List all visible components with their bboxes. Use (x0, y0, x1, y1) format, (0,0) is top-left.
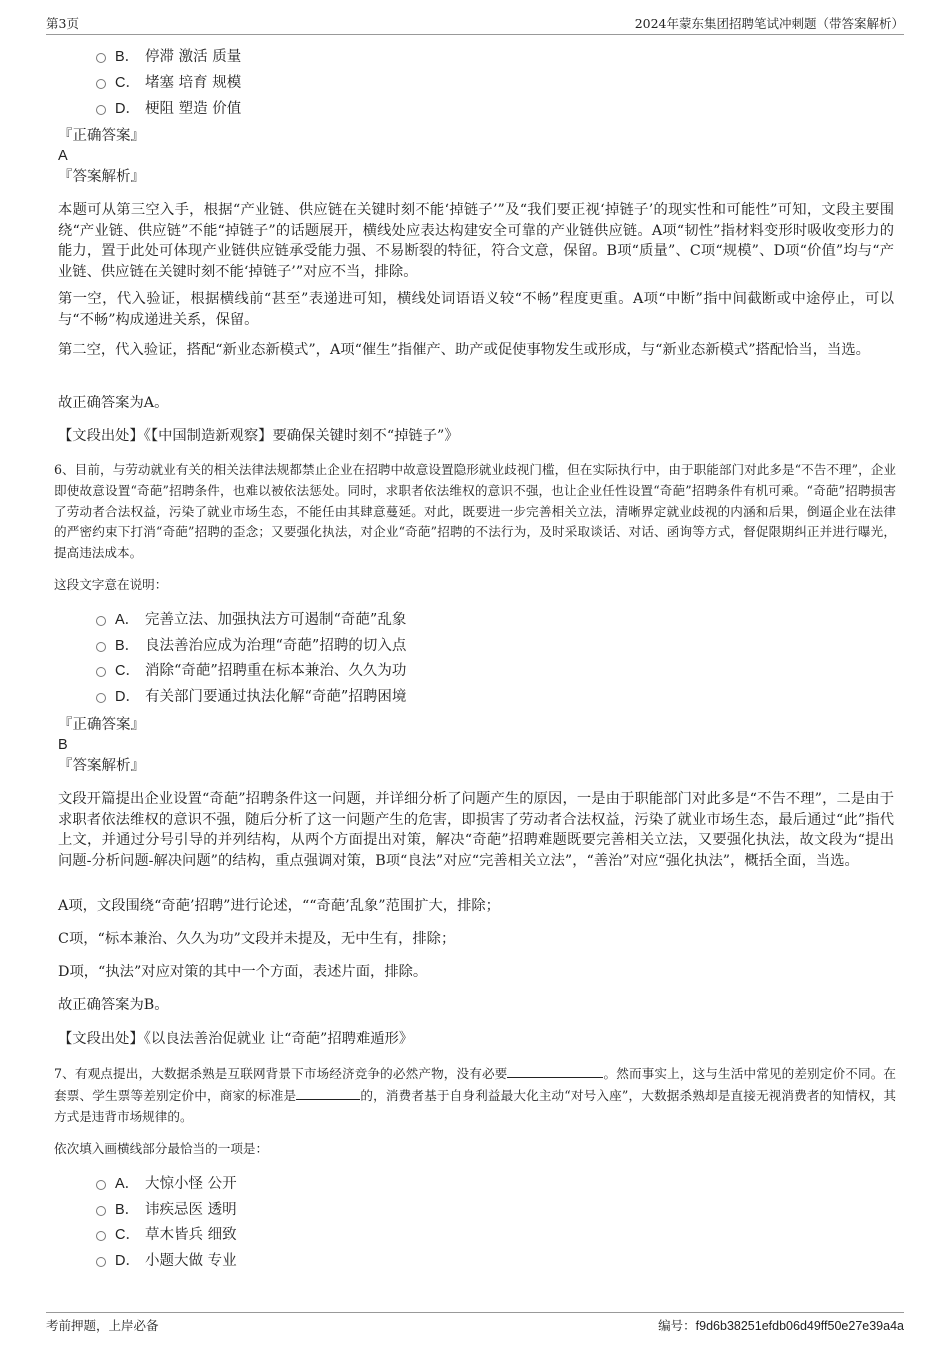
document-id: 编号：f9d6b38251efdb06d49ff50e27e39a4a (658, 1319, 904, 1333)
document-title: 2024年蒙东集团招聘笔试冲刺题（带答案解析） (634, 16, 904, 31)
analysis-paragraph: D项，“执法”对应对策的其中一个方面，表述片面，排除。 (58, 964, 428, 980)
fill-blank (507, 1063, 603, 1078)
answer-value: B (58, 737, 68, 753)
source-citation: 【文段出处】《【中国制造新观察】要确保关键时刻不“掉链子”》 (58, 428, 459, 444)
page-number: 第3页 (46, 16, 79, 31)
answer-value: A (58, 148, 68, 164)
q6-option-d[interactable]: D． 有关部门要通过执法化解“奇葩”招聘困境 (96, 686, 406, 708)
analysis-label: 『答案解析』 (58, 169, 145, 185)
q5-option-b[interactable]: B． 停滞 激活 质量 (96, 46, 241, 68)
radio-icon[interactable] (96, 1180, 106, 1190)
radio-icon[interactable] (96, 1206, 106, 1216)
radio-icon[interactable] (96, 642, 106, 652)
radio-icon[interactable] (96, 53, 106, 63)
fill-blank (296, 1085, 360, 1100)
radio-icon[interactable] (96, 616, 106, 626)
q5-option-c[interactable]: C． 堵塞 培育 规模 (96, 72, 241, 94)
page-header (46, 10, 904, 35)
analysis-label: 『答案解析』 (58, 758, 145, 774)
analysis-paragraph: 第一空，代入验证，根据横线前“甚至”表递进可知，横线处词语语义较“不畅”程度更重。A项“中断”指中间截断或中途停止，可以与“不畅”构成递进关系，保留。 (58, 291, 894, 328)
page-footer (46, 1312, 904, 1337)
answer-label: 『正确答案』 (58, 717, 145, 733)
q6-option-a[interactable]: A． 完善立法、加强执法方可遏制“奇葩”乱象 (96, 609, 406, 631)
question-prompt: 依次填入画横线部分最恰当的一项是： (54, 1141, 269, 1156)
question-stem: 6、目前，与劳动就业有关的相关法律法规都禁止企业在招聘中故意设置隐形就业歧视门槛，但在实际执行中，由于职能部门对此多是“不告不理”，企业即使故意设置“奇葩”招聘条件，也难以被依法惩处。同时，求职者依法维权的意识不强，也让企业任性设置“奇葩”招聘条件有机可乘。“奇葩”招聘损害了劳动者合法权益，污染了就业市场生态，不能任由其肆意蔓延。对此，既要进一步完善相关立法，清晰界定就业歧视的内涵和后果，倒逼企业在法律的严密约束下打消“奇葩”招聘的歪念；又要强化执法，对企业“奇葩”招聘的不法行为，及时采取谈话、对话、函询等方式，督促限期纠正并进行曝光，提高违法成本。 (54, 462, 896, 561)
analysis-paragraph: C项，“标本兼治、久久为功”文段并未提及，无中生有，排除； (58, 931, 456, 947)
answer-label: 『正确答案』 (58, 128, 145, 144)
radio-icon[interactable] (96, 667, 106, 677)
radio-icon[interactable] (96, 79, 106, 89)
question-stem: 7、有观点提出，大数据杀熟是互联网背景下市场经济竞争的必然产物，没有必要 。然而事实上，这与生活中常见的差别定价不同。在套票、学生票等差别定价中，商家的标准是 的，消费者基于自身利益最大化主动“对号入座”，大数据杀熟却是直接无视消费者的知情权，其方式是违背市场规律的。 (54, 1063, 896, 1127)
radio-icon[interactable] (96, 1257, 106, 1267)
analysis-paragraph: A项，文段围绕“奇葩’招聘”进行论述，““奇葩’乱象”范围扩大，排除； (58, 898, 500, 914)
analysis-conclusion: 故正确答案为A。 (58, 395, 169, 411)
q7-option-b[interactable]: B． 讳疾忌医 透明 (96, 1199, 237, 1221)
radio-icon[interactable] (96, 693, 106, 703)
radio-icon[interactable] (96, 105, 106, 115)
radio-icon[interactable] (96, 1231, 106, 1241)
q7-option-c[interactable]: C． 草木皆兵 细致 (96, 1224, 237, 1246)
analysis-paragraph: 文段开篇提出企业设置“奇葩”招聘条件这一问题，并详细分析了问题产生的原因，一是由于职能部门对此多是“不告不理”，二是由于求职者依法维权的意识不强，随后分析了这一问题产生的危害，即损害了劳动者合法权益，污染了就业市场生态，最后通过“此”指代上文，并通过分号引导的并列结构，从两个方面提出对策，解决“奇葩”招聘难题既要完善相关立法，又要强化执法，故文段为“提出问题-分析问题-解决问题”的结构，重点强调对策，B项“良法”对应“完善相关立法”，“善治”对应“强化执法”，概括全面，当选。 (58, 791, 894, 869)
q5-option-d[interactable]: D． 梗阻 塑造 价值 (96, 98, 241, 120)
q6-option-b[interactable]: B． 良法善治应成为治理“奇葩”招聘的切入点 (96, 635, 406, 657)
analysis-paragraph: 本题可从第三空入手，根据“产业链、供应链在关键时刻不能‘掉链子’”及“我们要正视‘掉链子’的现实性和可能性”可知，文段主要围绕“产业链、供应链”不能“掉链子”的话题展开，横线处应表达构建安全可靠的产业链供应链。A项“韧性”指材料变形时吸收变形力的能力，置于此处可体现产业链供应链承受能力强、不易断裂的特征，符合文意，保留。B项“质量”、C项“规模”、D项“价值”均与“产业链、供应链在关键时刻不能‘掉链子’”对应不当，排除。 (58, 202, 894, 280)
q7-option-d[interactable]: D． 小题大做 专业 (96, 1250, 237, 1272)
source-citation: 【文段出处】《以良法善治促就业 让“奇葩”招聘难遁形》 (58, 1031, 414, 1047)
analysis-paragraph: 第二空，代入验证，搭配“新业态新模式”，A项“催生”指催产、助产或促使事物发生或形成，与“新业态新模式”搭配恰当，当选。 (58, 342, 870, 358)
analysis-conclusion: 故正确答案为B。 (58, 997, 169, 1013)
footer-slogan: 考前押题，上岸必备 (46, 1318, 159, 1333)
q6-option-c[interactable]: C． 消除“奇葩”招聘重在标本兼治、久久为功 (96, 660, 406, 682)
question-prompt: 这段文字意在说明： (54, 577, 168, 592)
q7-option-a[interactable]: A． 大惊小怪 公开 (96, 1173, 237, 1195)
